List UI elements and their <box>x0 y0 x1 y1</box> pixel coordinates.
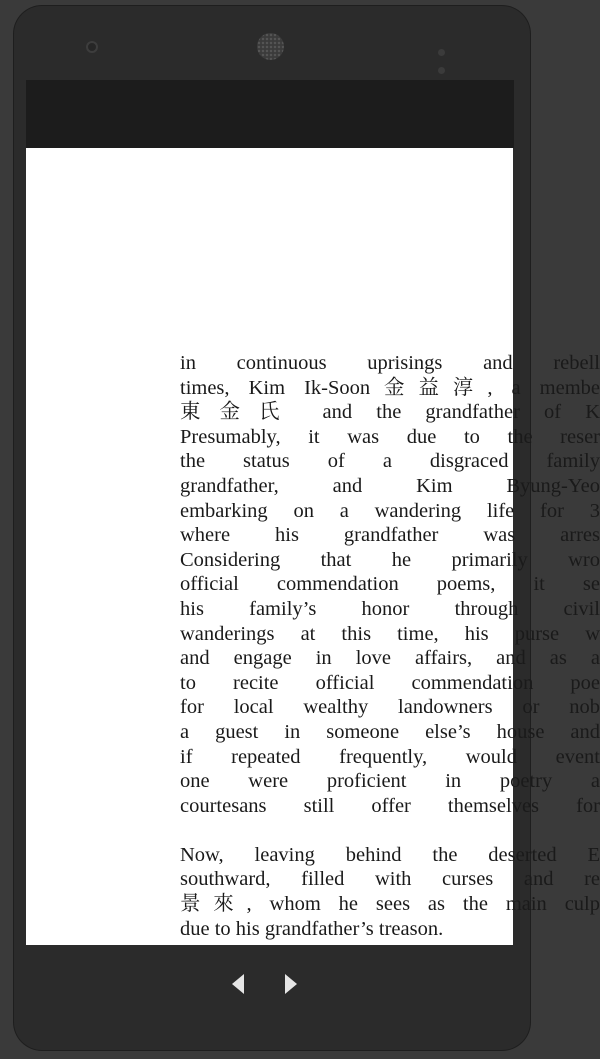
front-camera-icon <box>86 41 98 53</box>
text-line: grandfather, and Kim Byung-Yeo <box>180 474 600 497</box>
text-line: the status of a disgraced family <box>180 450 600 473</box>
text-line: and engage in love affairs, and as a <box>180 647 600 670</box>
status-bar <box>26 80 514 148</box>
proximity-sensor-icon <box>438 43 458 51</box>
text-line: for local wealthy landowners or nob <box>180 696 600 719</box>
text-line: times, Kim Ik-Soon金益淳, a membe <box>180 376 600 399</box>
text-line: 東金氏 and the grandfather of K <box>180 401 600 424</box>
chevron-left-icon <box>231 973 245 995</box>
text-line: southward, filled with curses and re <box>180 868 600 891</box>
paragraph-gap <box>180 818 600 843</box>
page-navigation <box>26 945 514 1025</box>
prev-page-button[interactable] <box>231 973 251 995</box>
text-line: 景來, whom he sees as the main culp <box>180 893 600 916</box>
text-line: his family’s honor through civil <box>180 597 600 620</box>
text-line: due to his grandfather’s treason. <box>180 917 444 940</box>
text-line: courtesans still offer themselves for <box>180 794 600 817</box>
text-line: in continuous uprisings and rebell <box>180 352 600 374</box>
text-line: Presumably, it was due to the reser <box>180 425 600 448</box>
reader-page[interactable] <box>26 148 600 945</box>
text-line: Now, leaving behind the deserted E <box>180 843 600 866</box>
text-line: a guest in someone else’s house and <box>180 720 600 743</box>
text-line: embarking on a wandering life for 3 <box>180 499 600 522</box>
text-line: if repeated frequently, would event <box>180 745 600 768</box>
text-line: where his grandfather was arres <box>180 524 600 547</box>
text-line: one were proficient in poetry a <box>180 770 600 793</box>
next-page-button[interactable] <box>284 973 304 995</box>
text-line: official commendation poems, it se <box>180 573 600 596</box>
text-line: Considering that he primarily wro <box>180 548 600 571</box>
text-line: to recite official commendation poe <box>180 671 600 694</box>
text-line: wanderings at this time, his purse w <box>180 622 600 645</box>
chevron-right-icon <box>284 973 298 995</box>
page-text <box>180 351 600 941</box>
earpiece-speaker-icon <box>257 33 284 60</box>
